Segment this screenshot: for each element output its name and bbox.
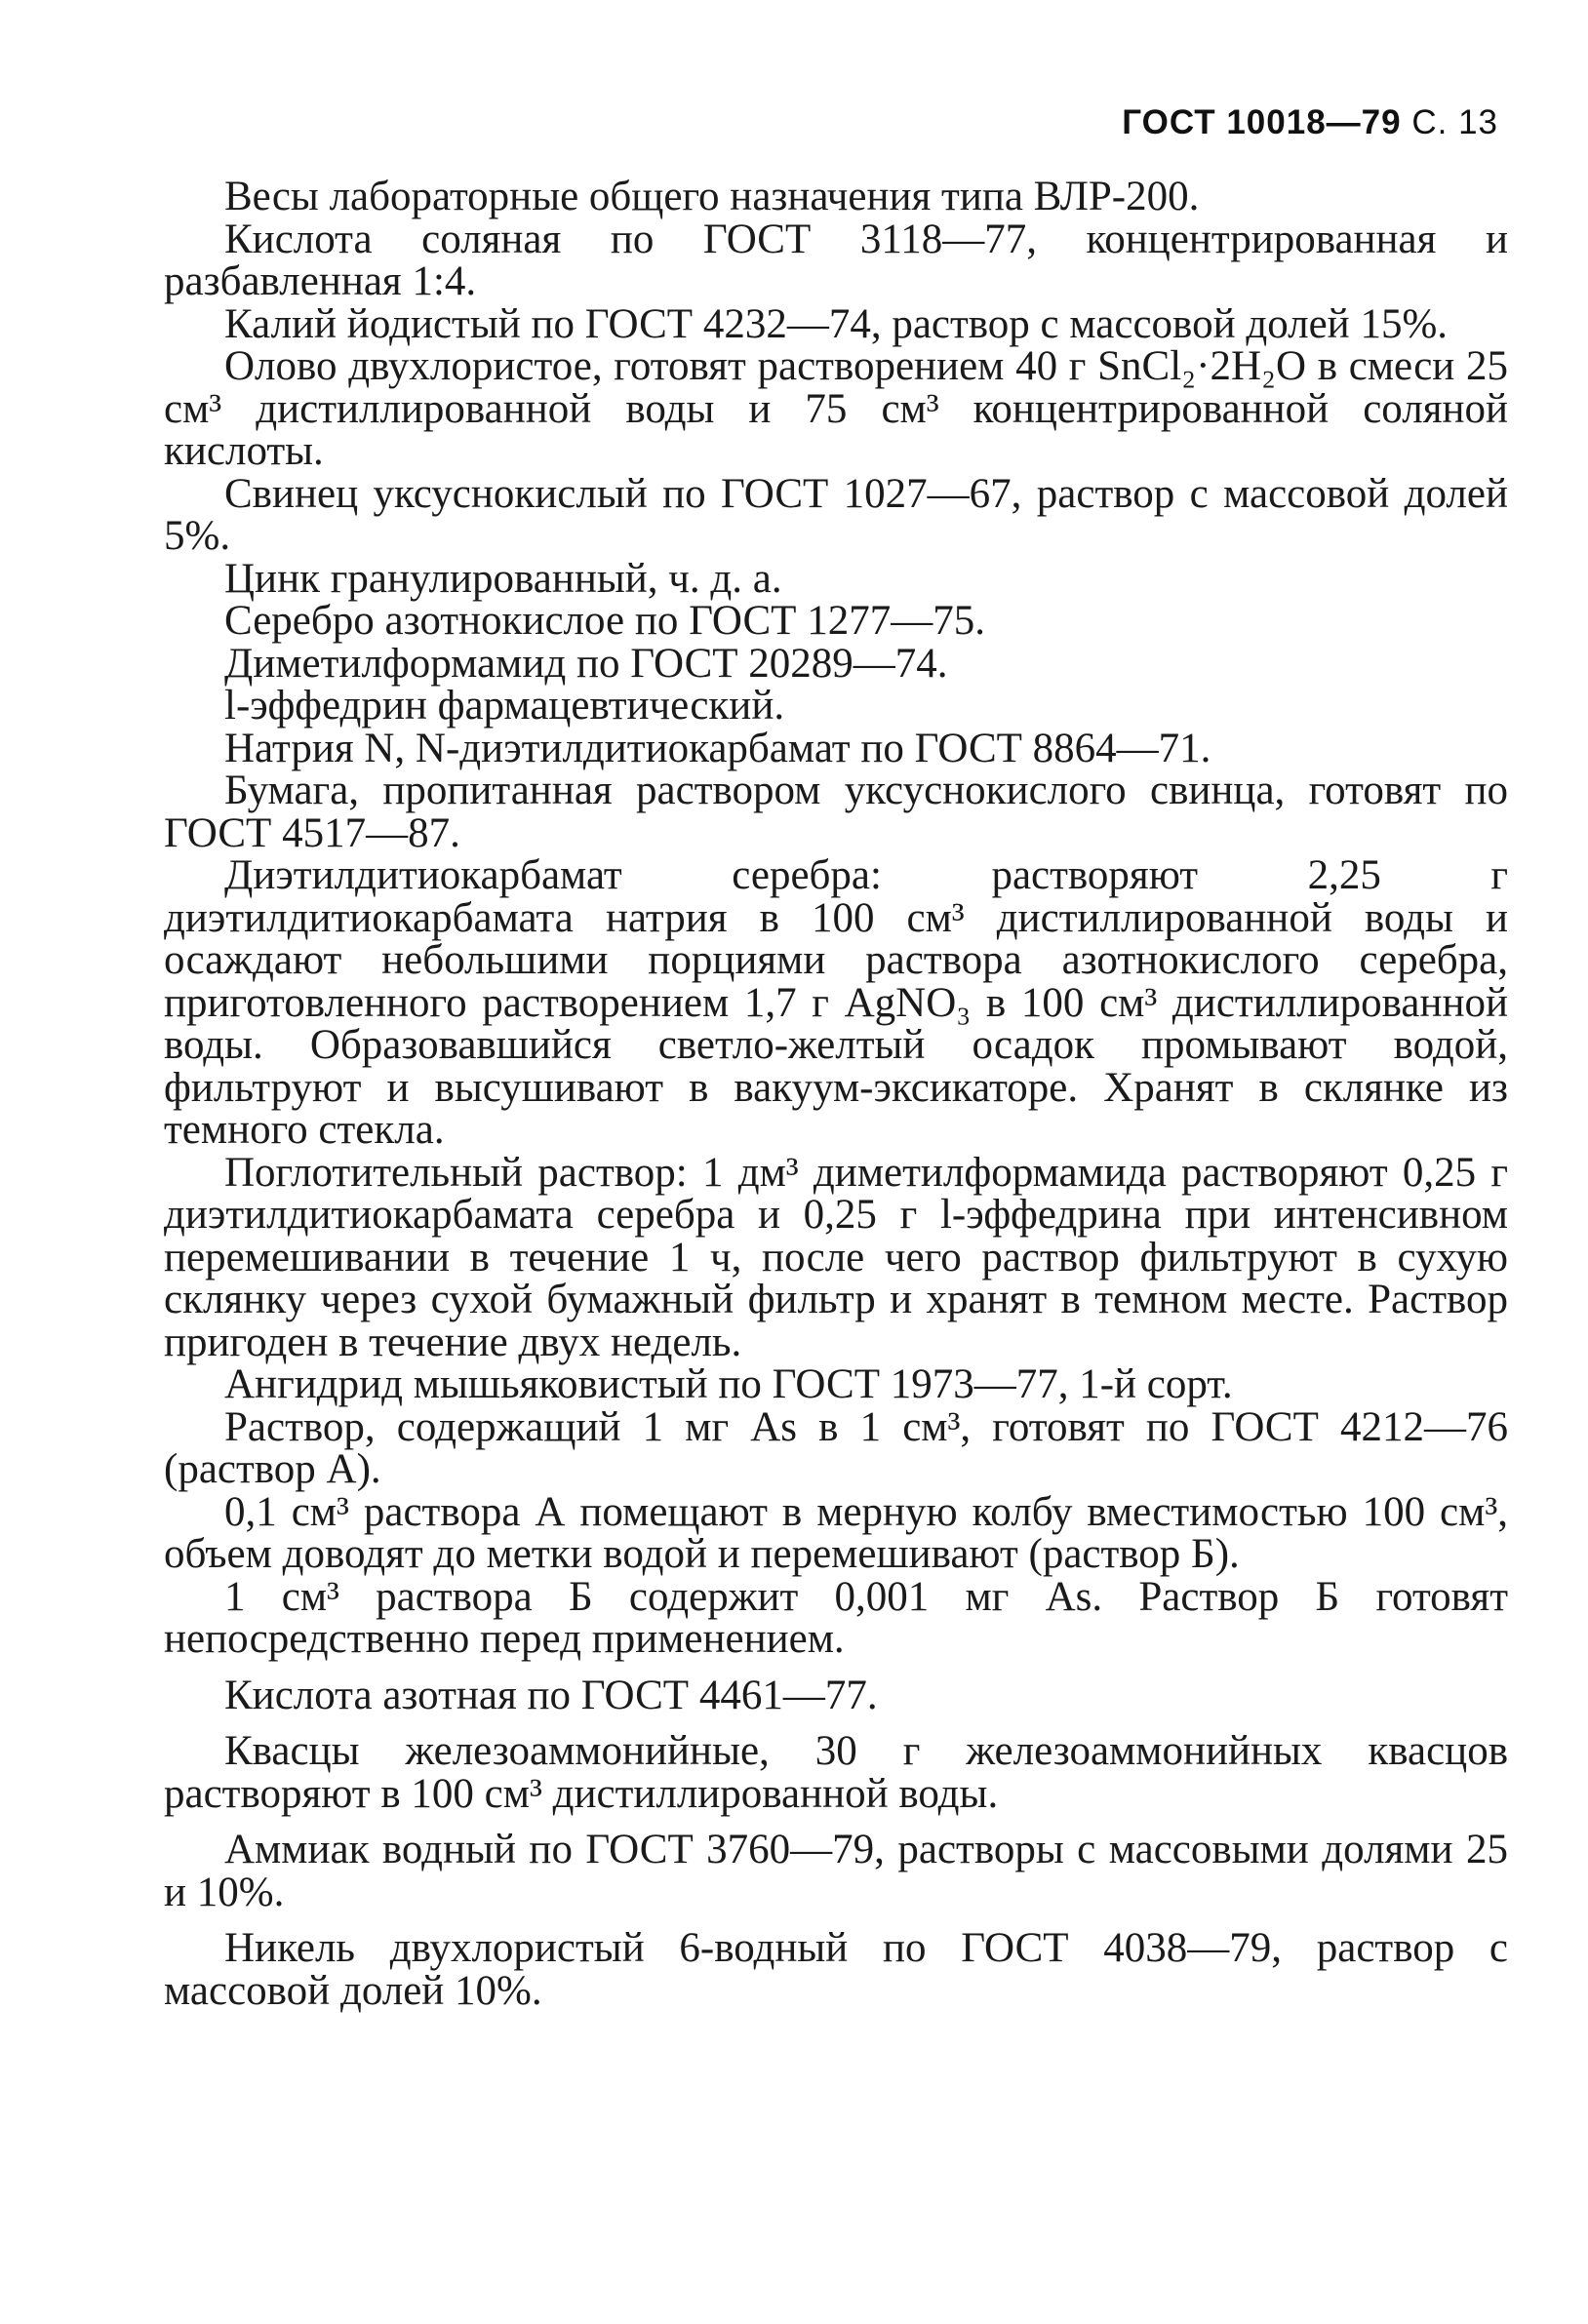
paragraph: Калий йодистый по ГОСТ 4232—74, раствор с массовой долей 15%. (224, 300, 1449, 347)
page-number: С. 13 (1411, 103, 1498, 141)
paragraph: Олово двухлористое, готовят растворением 40 г SnCl₂·2H₂O в смеси 25 см³ дистиллированной воды и 75 см³ концентрированной соляной кислоты. (164, 343, 1508, 474)
page-header (1122, 103, 1498, 142)
paragraph: Диметилформамид по ГОСТ 20289—74. (224, 640, 948, 687)
paragraph: Кислота соляная по ГОСТ 3118—77, концентрированная и разбавленная 1:4. (164, 216, 1508, 304)
paragraph: Весы лабораторные общего назначения типа ВЛР-200. (224, 174, 1200, 219)
paragraph: Кислота азотная по ГОСТ 4461—77. (224, 1672, 878, 1718)
paragraph: Натрия N, N-диэтилдитиокарбамат по ГОСТ 8864—71. (224, 725, 1211, 771)
paragraph: Квасцы железоаммонийные, 30 г железоаммонийных квасцов растворяют в 100 см³ дистиллированной воды. (164, 1728, 1508, 1817)
paragraph: Аммиак водный по ГОСТ 3760—79, растворы с массовыми долями 25 и 10%. (164, 1827, 1508, 1915)
paragraph: Никель двухлористый 6-водный по ГОСТ 4038—79, раствор с массовой долей 10%. (164, 1925, 1508, 2014)
paragraph: Цинк гранулированный, ч. д. а. (224, 555, 782, 602)
paragraph: Ангидрид мышьяковистый по ГОСТ 1973—77, 1-й сорт. (224, 1361, 1233, 1407)
paragraph: 1 см³ раствора Б содержит 0,001 мг As. Раствор Б готовят непосредственно перед применением. (164, 1573, 1508, 1662)
paragraph: 0,1 см³ раствора А помещают в мерную колбу вместимостью 100 см³, объем доводят до метки водой и перемешивают (раствор Б). (164, 1488, 1508, 1577)
paragraph: Свинец уксуснокислый по ГОСТ 1027—67, раствор с массовой долей 5%. (164, 470, 1508, 559)
paragraph: Диэтилдитиокарбамат серебра: растворяют 2,25 г диэтилдитиокарбамата натрия в 100 см³ дистиллированной воды и осаждают небольшими порциями раствора азотнокислого серебра, приготовленного растворением 1,7 г AgNO₃ в 100 см³ дистиллированной воды. Образовавшийся светло-желтый осадок промывают водой, фильтруют и высушивают в вакуум-эксикаторе. Хранят в склянке из темного стекла. (164, 852, 1508, 1153)
paragraph: Поглотительный раствор: 1 дм³ диметилформамида растворяют 0,25 г диэтилдитиокарбамата серебра и 0,25 г l-эффедрина при интенсивном перемешивании в течение 1 ч, после чего раствор фильтруют в сухую склянку через сухой бумажный фильтр и хранят в темном месте. Раствор пригоден в течение двух недель. (164, 1149, 1508, 1365)
standard-number: ГОСТ 10018—79 (1122, 103, 1402, 141)
paragraph: Бумага, пропитанная раствором уксуснокислого свинца, готовят по ГОСТ 4517—87. (164, 768, 1508, 856)
paragraph: l-эффедрин фармацевтический. (224, 683, 785, 729)
paragraph: Раствор, содержащий 1 мг As в 1 см³, готовят по ГОСТ 4212—76 (раствор А). (164, 1403, 1508, 1492)
body-text (164, 176, 1508, 2012)
paragraph: Серебро азотнокислое по ГОСТ 1277—75. (224, 598, 985, 644)
